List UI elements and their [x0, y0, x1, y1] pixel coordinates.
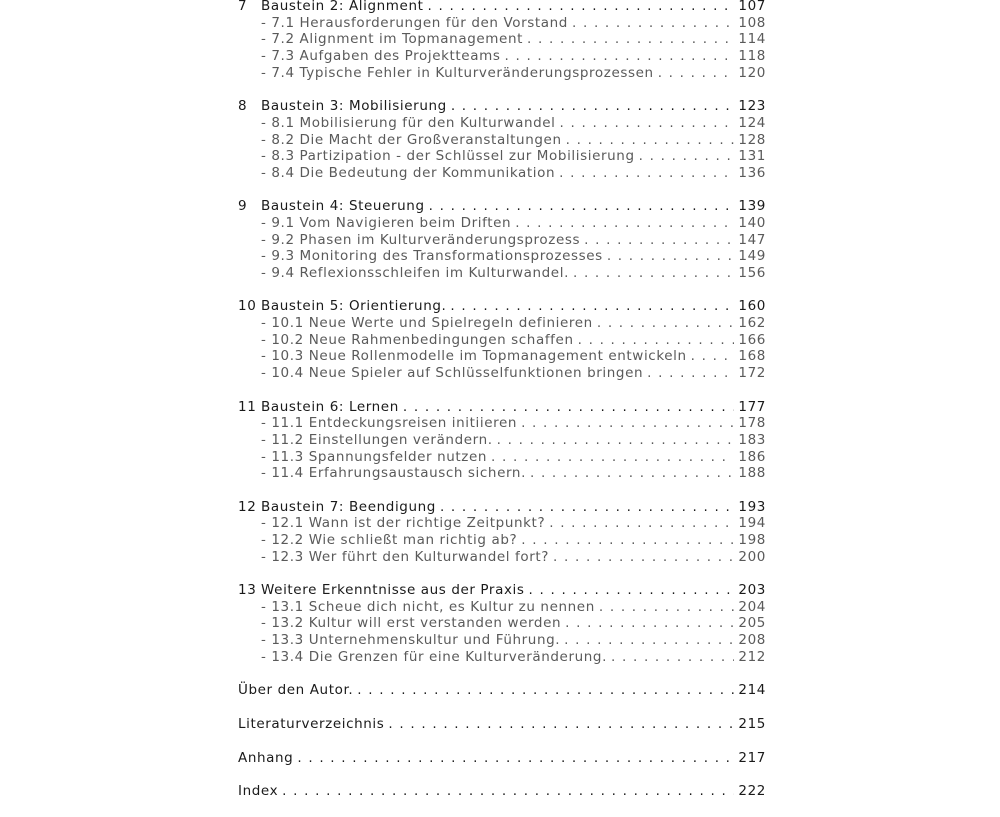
- section-entry[interactable]: [238, 615, 766, 632]
- section-entry[interactable]: [238, 332, 766, 349]
- section-entry[interactable]: [238, 599, 766, 616]
- section-entry[interactable]: [238, 415, 766, 432]
- dot-leader: [357, 682, 734, 699]
- dot-leader: [565, 615, 734, 632]
- page-number: 212: [738, 648, 766, 665]
- chapter-heading[interactable]: [238, 499, 766, 516]
- section-entry[interactable]: [238, 449, 766, 466]
- section-entry[interactable]: [238, 465, 766, 482]
- section-title: - 13.3 Unternehmenskultur und Führung.: [261, 632, 561, 649]
- section-entry[interactable]: [238, 315, 766, 332]
- dot-leader: [527, 31, 734, 48]
- page-number: 168: [738, 348, 766, 365]
- dot-leader: [647, 365, 734, 382]
- section-title: - 13.2 Kultur will erst verstanden werden: [261, 615, 562, 632]
- page-number: 123: [738, 98, 766, 115]
- dot-leader: [611, 649, 734, 666]
- page-number: 149: [738, 248, 766, 265]
- chapter-title: Baustein 7: Beendigung: [261, 498, 436, 515]
- chapter-number: 11: [238, 398, 257, 415]
- dot-leader: [429, 198, 735, 215]
- section-title: - 8.2 Die Macht der Großveranstaltungen: [261, 131, 562, 148]
- page-number: 140: [738, 214, 766, 231]
- page-number: 108: [738, 14, 766, 31]
- section-title: - 12.1 Wann ist der richtige Zeitpunkt?: [261, 515, 546, 532]
- page-number: 177: [738, 398, 766, 415]
- dot-leader: [560, 115, 735, 132]
- section-entry[interactable]: [238, 31, 766, 48]
- page-number: 114: [738, 31, 766, 48]
- dot-leader: [515, 215, 734, 232]
- page-number: 188: [738, 465, 766, 482]
- dot-leader: [450, 298, 734, 315]
- section-title: - 11.2 Einstellungen verändern.: [261, 431, 493, 448]
- chapter-7: [238, 0, 766, 81]
- chapter-heading[interactable]: [238, 0, 766, 15]
- chapter-title: Weitere Erkenntnisse aus der Praxis: [261, 582, 525, 599]
- section-entry[interactable]: [238, 432, 766, 449]
- section-title: - 10.1 Neue Werte und Spielregeln definieren: [261, 315, 593, 332]
- section-entry[interactable]: [238, 132, 766, 149]
- dot-leader: [521, 532, 734, 549]
- dot-leader: [564, 632, 734, 649]
- page-number: 198: [738, 532, 766, 548]
- section-entry[interactable]: [238, 165, 766, 182]
- page-number: 193: [738, 498, 766, 515]
- page-number: 156: [738, 265, 766, 281]
- chapter-heading[interactable]: [238, 98, 766, 115]
- section-entry[interactable]: [238, 515, 766, 532]
- section-entry[interactable]: [238, 532, 766, 549]
- page-number: 204: [738, 598, 766, 615]
- page-number: 166: [738, 331, 766, 348]
- section-title: - 13.1 Scheue dich nicht, es Kultur zu nennen: [261, 598, 595, 615]
- page-number: 120: [738, 64, 766, 81]
- backmatter-title: Index: [238, 783, 279, 800]
- chapter-title: Baustein 3: Mobilisierung: [261, 98, 447, 115]
- page-number: 217: [738, 749, 766, 766]
- chapter-9: [238, 198, 766, 281]
- chapter-11: [238, 399, 766, 482]
- section-title: - 12.3 Wer führt den Kulturwandel fort?: [261, 548, 550, 565]
- page-number: 131: [738, 148, 766, 165]
- dot-leader: [549, 515, 734, 532]
- page-number: 107: [738, 0, 766, 14]
- chapter-heading[interactable]: [238, 582, 766, 599]
- backmatter-title: Anhang: [238, 749, 294, 766]
- section-title: - 10.2 Neue Rahmenbedingungen schaffen: [261, 331, 574, 348]
- dot-leader: [491, 449, 734, 466]
- dot-leader: [529, 582, 735, 599]
- chapter-10: [238, 298, 766, 381]
- chapter-title: Baustein 6: Lernen: [261, 398, 399, 415]
- section-entry[interactable]: [238, 115, 766, 132]
- section-title: - 11.3 Spannungsfelder nutzen: [261, 448, 488, 465]
- backmatter-title: Über den Autor.: [238, 682, 354, 699]
- chapter-12: [238, 499, 766, 566]
- section-entry[interactable]: [238, 148, 766, 165]
- section-entry[interactable]: [238, 348, 766, 365]
- dot-leader: [497, 432, 735, 449]
- section-title: - 8.4 Die Bedeutung der Kommunikation: [261, 164, 556, 181]
- backmatter-entry[interactable]: [238, 750, 766, 767]
- chapter-title: Baustein 5: Orientierung.: [261, 298, 447, 315]
- section-entry[interactable]: [238, 248, 766, 265]
- page-number: 183: [738, 431, 766, 448]
- chapter-number: 7: [238, 0, 248, 14]
- section-title: - 8.1 Mobilisierung für den Kulturwandel: [261, 114, 556, 131]
- chapter-8: [238, 98, 766, 181]
- section-entry[interactable]: [238, 48, 766, 65]
- dot-leader: [597, 315, 735, 332]
- page-number: 128: [738, 131, 766, 148]
- chapter-13: [238, 582, 766, 665]
- section-entry[interactable]: [238, 265, 766, 282]
- dot-leader: [553, 549, 734, 566]
- dot-leader: [440, 499, 734, 516]
- section-entry[interactable]: [238, 65, 766, 82]
- backmatter-index: [238, 783, 766, 800]
- backmatter-title: Literaturverzeichnis: [238, 715, 385, 732]
- chapter-title: Baustein 4: Steuerung: [261, 198, 425, 215]
- section-entry[interactable]: [238, 232, 766, 249]
- page-number: 172: [738, 365, 766, 382]
- section-entry[interactable]: [238, 649, 766, 666]
- page-number: 118: [738, 48, 766, 65]
- dot-leader: [282, 783, 734, 800]
- dot-leader: [388, 716, 734, 733]
- section-title: - 7.2 Alignment im Topmanagement: [261, 31, 523, 48]
- page-number: 215: [738, 715, 766, 732]
- dot-leader: [504, 48, 734, 65]
- section-title: - 10.4 Neue Spieler auf Schlüsselfunktionen bringen: [261, 365, 644, 382]
- page-number: 147: [738, 231, 766, 248]
- section-title: - 7.4 Typische Fehler in Kulturveränderungsprozessen: [261, 64, 654, 81]
- page-number: 162: [738, 315, 766, 332]
- page-number: 178: [738, 415, 766, 432]
- backmatter-literature: [238, 716, 766, 733]
- section-title: - 10.3 Neue Rollenmodelle im Topmanagement entwickeln: [261, 348, 687, 365]
- dot-leader: [403, 399, 735, 416]
- page-number: 203: [738, 582, 766, 599]
- dot-leader: [584, 232, 734, 249]
- dot-leader: [572, 15, 734, 32]
- dot-leader: [578, 332, 735, 349]
- dot-leader: [297, 750, 734, 767]
- chapter-heading[interactable]: [238, 198, 766, 215]
- section-title: - 9.1 Vom Navigieren beim Driften: [261, 214, 512, 231]
- section-title: - 11.4 Erfahrungsaustausch sichern.: [261, 465, 526, 482]
- dot-leader: [607, 248, 735, 265]
- chapter-heading[interactable]: [238, 399, 766, 416]
- section-title: - 9.4 Reflexionsschleifen im Kulturwandel.: [261, 265, 569, 281]
- backmatter-entry[interactable]: [238, 682, 766, 699]
- dot-leader: [566, 132, 735, 149]
- chapter-title: Baustein 2: Alignment: [261, 0, 424, 14]
- dot-leader: [530, 465, 734, 482]
- section-title: - 9.3 Monitoring des Transformationsprozesses: [261, 248, 603, 265]
- dot-leader: [573, 265, 734, 282]
- dot-leader: [658, 65, 735, 82]
- section-entry[interactable]: [238, 15, 766, 32]
- section-title: - 8.3 Partizipation - der Schlüssel zur Mobilisierung: [261, 148, 635, 165]
- section-entry[interactable]: [238, 632, 766, 649]
- section-title: - 9.2 Phasen im Kulturveränderungsprozess: [261, 231, 581, 248]
- dot-leader: [639, 148, 735, 165]
- table-of-contents: [238, 0, 766, 817]
- section-entry[interactable]: [238, 365, 766, 382]
- backmatter-entry[interactable]: [238, 716, 766, 733]
- dot-leader: [559, 165, 734, 182]
- page-number: 136: [738, 164, 766, 181]
- chapter-number: 13: [238, 582, 257, 599]
- page-number: 124: [738, 114, 766, 131]
- page-number: 214: [738, 682, 766, 699]
- section-entry[interactable]: [238, 215, 766, 232]
- page-number: 222: [738, 783, 766, 800]
- dot-leader: [691, 348, 735, 365]
- dot-leader: [521, 415, 734, 432]
- page-number: 160: [738, 298, 766, 315]
- section-title: - 12.2 Wie schließt man richtig ab?: [261, 532, 518, 548]
- chapter-number: 8: [238, 98, 248, 115]
- section-title: - 7.1 Herausforderungen für den Vorstand: [261, 14, 568, 31]
- page-number: 139: [738, 198, 766, 215]
- backmatter-appendix: [238, 750, 766, 767]
- section-entry[interactable]: [238, 549, 766, 566]
- section-title: - 11.1 Entdeckungsreisen initiieren: [261, 415, 518, 432]
- section-title: - 13.4 Die Grenzen für eine Kulturveränderung.: [261, 648, 607, 665]
- page-number: 186: [738, 448, 766, 465]
- page-number: 194: [738, 515, 766, 532]
- dot-leader: [599, 599, 735, 616]
- page-number: 208: [738, 632, 766, 649]
- chapter-number: 12: [238, 498, 257, 515]
- chapter-number: 9: [238, 198, 248, 215]
- dot-leader: [451, 98, 735, 115]
- chapter-heading[interactable]: [238, 298, 766, 315]
- section-title: - 7.3 Aufgaben des Projektteams: [261, 48, 501, 65]
- dot-leader: [428, 0, 735, 15]
- backmatter-about-author: [238, 682, 766, 699]
- chapter-number: 10: [238, 298, 257, 315]
- page-number: 205: [738, 615, 766, 632]
- backmatter-entry[interactable]: [238, 783, 766, 800]
- page-number: 200: [738, 548, 766, 565]
